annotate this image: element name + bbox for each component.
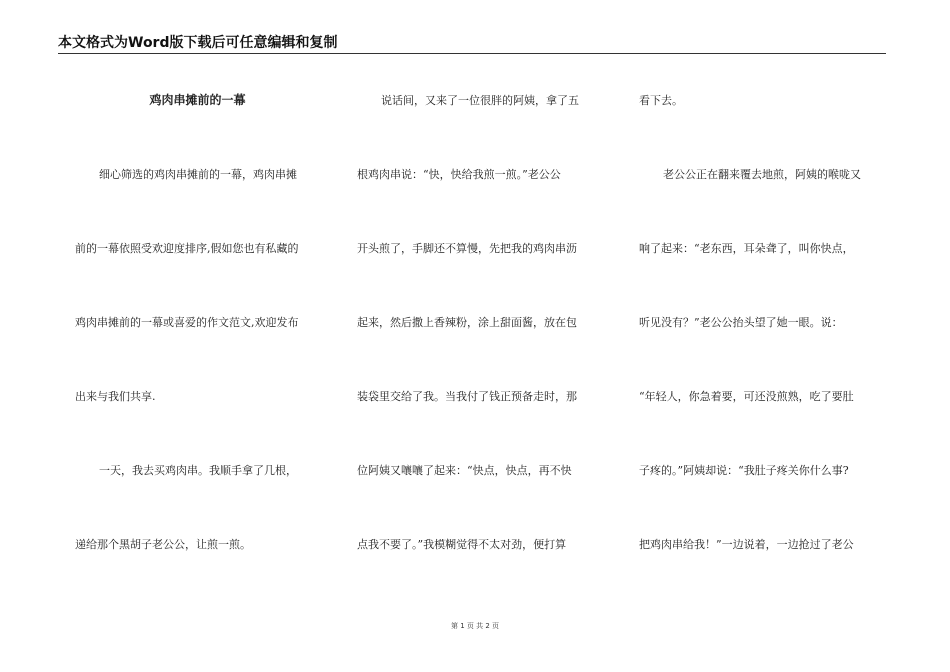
text-line: 出来与我们共享. <box>75 390 156 403</box>
text-line: 细心筛选的鸡肉串摊前的一幕，鸡肉串摊 <box>99 168 297 181</box>
text-column-1 <box>75 82 320 563</box>
text-line: 把鸡肉串给我！”一边说着，一边抢过了老公 <box>639 538 854 551</box>
text-column-3 <box>639 82 886 563</box>
line-gap <box>639 415 886 452</box>
line-gap <box>357 415 599 452</box>
paragraph-gap <box>75 415 320 452</box>
text-line: 根鸡肉串说：“快，快给我煎一煎。”老公公 <box>357 168 561 181</box>
line-gap <box>357 193 599 230</box>
document-header: 本文格式为Word版下载后可任意编辑和复制 <box>58 35 338 51</box>
line-gap <box>357 267 599 304</box>
text-line: 位阿姨又嚷嚷了起来：“快点，快点，再不快 <box>357 464 572 477</box>
line-gap <box>639 193 886 230</box>
text-line: 看下去。 <box>639 94 683 107</box>
line-gap <box>75 489 320 526</box>
text-line: 起来，然后撒上香辣粉，涂上甜面酱，放在包 <box>357 316 577 329</box>
text-column-2 <box>357 82 599 563</box>
line-gap <box>357 119 599 156</box>
line-gap <box>639 489 886 526</box>
text-line: 老公公正在翻来覆去地煎，阿姨的喉咙又 <box>663 168 861 181</box>
line-gap <box>75 267 320 304</box>
header-divider <box>58 53 886 54</box>
text-line: 听见没有？”老公公抬头望了她一眼。说： <box>639 316 843 329</box>
line-gap <box>75 193 320 230</box>
text-line: 响了起来：“老东西，耳朵聋了，叫你快点， <box>639 242 854 255</box>
page-footer: 第 1 页 共 2 页 <box>450 622 500 630</box>
text-line: 点我不要了。”我模糊觉得不太对劲，便打算 <box>357 538 567 551</box>
paragraph-gap <box>75 119 320 156</box>
text-line: 装袋里交给了我。当我付了钱正预备走时，那 <box>357 390 577 403</box>
line-gap <box>639 267 886 304</box>
document-title: 鸡肉串摊前的一幕 <box>149 93 246 107</box>
line-gap <box>639 341 886 378</box>
text-line: 前的一幕依照受欢迎度排序,假如您也有私藏的 <box>75 242 299 255</box>
text-line: “年轻人，你急着要，可还没煎熟，吃了要肚 <box>639 390 854 403</box>
text-line: 一天，我去买鸡肉串。我顺手拿了几根， <box>99 464 297 477</box>
line-gap <box>75 341 320 378</box>
text-line: 鸡肉串摊前的一幕或喜爱的作文范文,欢迎发布 <box>75 316 299 329</box>
paragraph-gap <box>639 119 886 156</box>
text-line: 开头煎了，手脚还不算慢，先把我的鸡肉串沥 <box>357 242 577 255</box>
text-line: 递给那个黑胡子老公公，让煎一煎。 <box>75 538 251 551</box>
line-gap <box>357 341 599 378</box>
text-line: 子疼的。”阿姨却说：“我肚子疼关你什么事? <box>639 464 849 477</box>
line-gap <box>357 489 599 526</box>
text-line: 说话间，又来了一位很胖的阿姨，拿了五 <box>381 94 579 107</box>
